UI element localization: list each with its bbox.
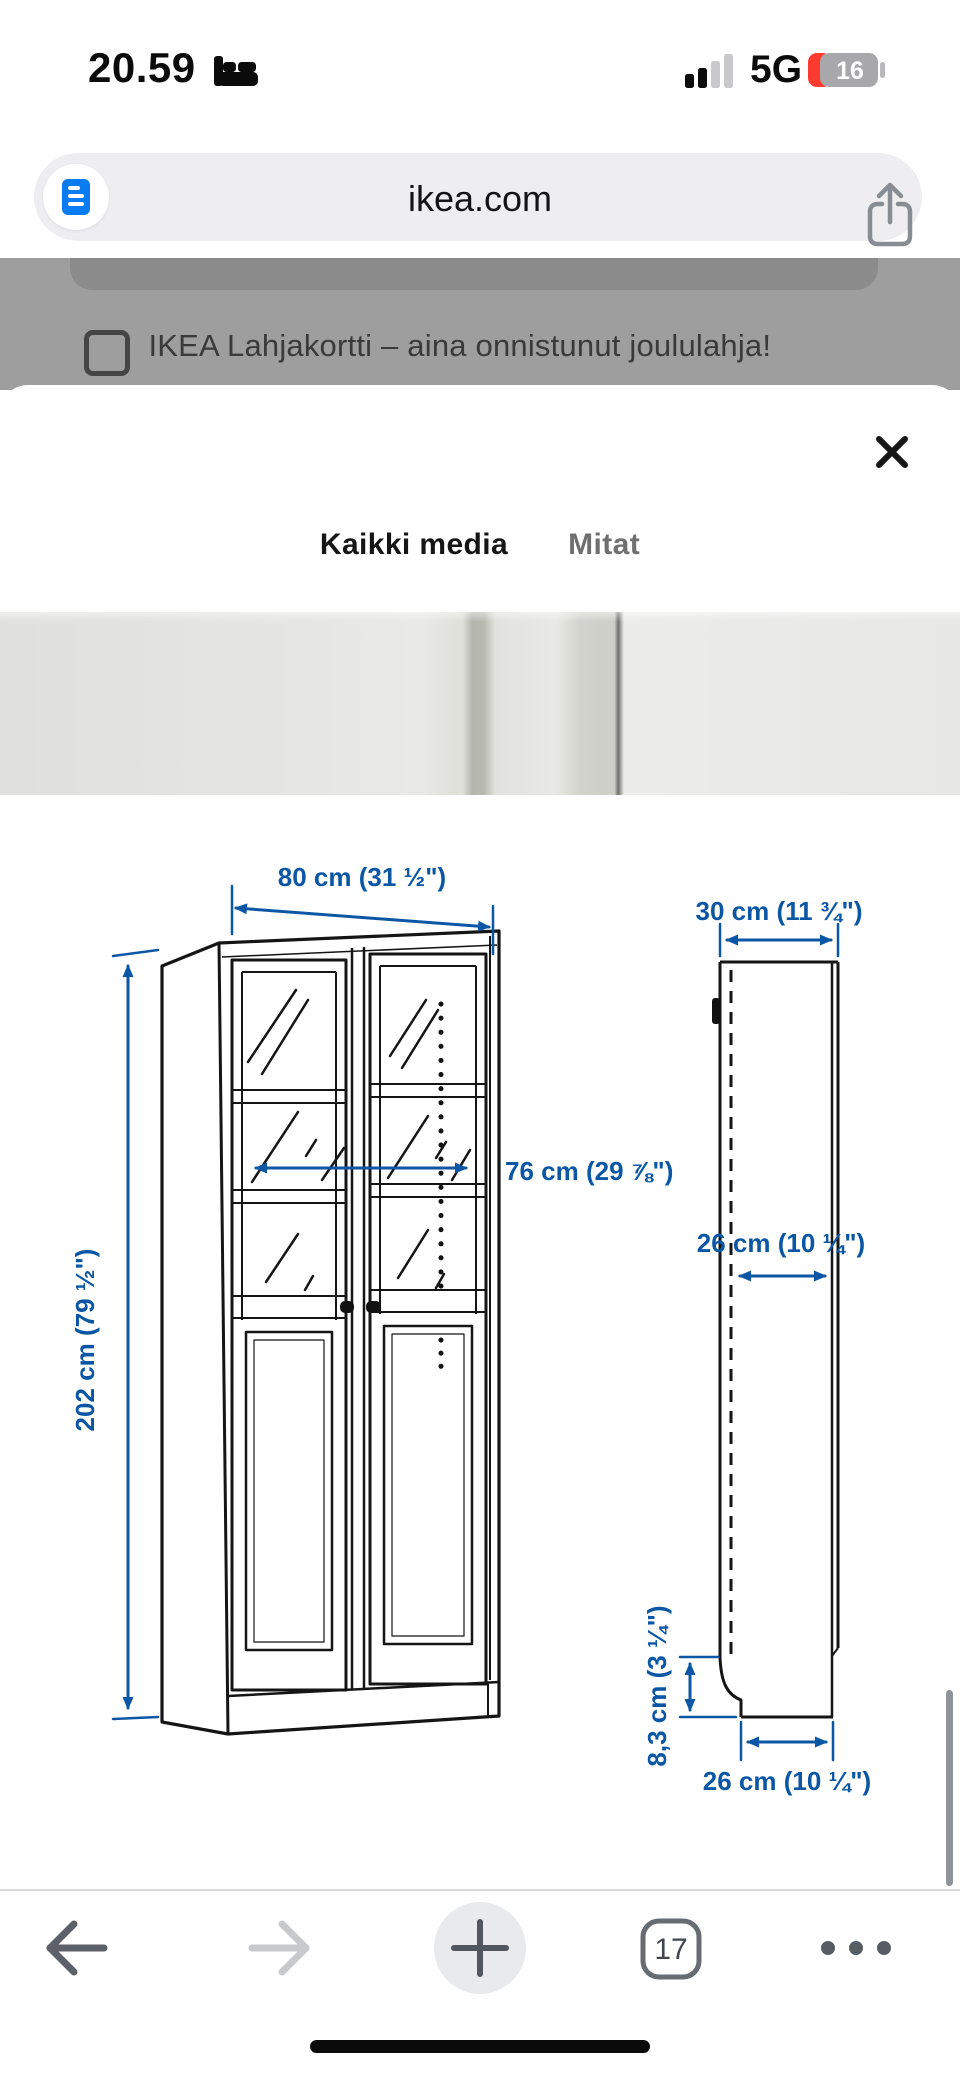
ellipsis-icon [821, 1941, 891, 1955]
battery-percent-label: 16 [836, 57, 864, 85]
banner-text: IKEA Lahjakortti – aina onnistunut joululahja! [148, 328, 772, 363]
dim-width-label: 80 cm (31 ½") [277, 862, 447, 892]
dim-depth-label: 30 cm (11 ¾") [695, 896, 863, 926]
tabs-button[interactable] [640, 1918, 702, 1980]
dimension-diagram [0, 820, 960, 1810]
dim-base-depth-label: 26 cm (10 ¼") [702, 1766, 872, 1796]
door-knob-right [366, 1301, 381, 1313]
dimmed-page-overlay [0, 258, 960, 390]
banner-box-icon [84, 330, 130, 376]
front-view-drawing [162, 931, 499, 1734]
glass-reflection-marks [248, 990, 470, 1290]
url-text[interactable]: ikea.com [407, 178, 553, 219]
share-icon[interactable] [864, 180, 916, 250]
side-view-drawing [712, 962, 838, 1717]
page-banner-row [84, 328, 960, 390]
tab-kaikki-media[interactable]: Kaikki media [319, 528, 509, 561]
status-time: 20.59 [88, 44, 196, 91]
tab-count-label: 17 [654, 1933, 688, 1966]
forward-button[interactable] [244, 1916, 314, 1980]
dim-interior-depth-label: 26 cm (10 ¼") [696, 1228, 866, 1258]
network-type-label: 5G [750, 48, 803, 91]
dimmed-page-card [70, 258, 878, 290]
product-photo-strip[interactable] [0, 612, 960, 795]
door-knob-left [340, 1301, 354, 1313]
back-button[interactable] [42, 1916, 112, 1980]
battery-indicator [806, 50, 886, 90]
more-options-button[interactable] [818, 1938, 894, 1958]
new-tab-button[interactable] [432, 1900, 528, 1996]
media-tabs [0, 528, 960, 562]
side-knob [712, 998, 720, 1024]
dim-interior-width-label: 76 cm (29 ⅞") [505, 1156, 674, 1186]
tab-mitat[interactable]: Mitat [568, 528, 641, 561]
dimension-labels [70, 862, 871, 1796]
close-icon[interactable] [872, 432, 912, 472]
cellular-signal-icon [685, 50, 741, 90]
scrollbar-thumb[interactable] [946, 1690, 953, 1886]
sleep-focus-bed-icon [214, 52, 264, 92]
home-indicator[interactable] [310, 2040, 650, 2053]
dim-height-label: 202 cm (79 ½") [70, 1248, 100, 1432]
dim-plinth-height-label: 8,3 cm (3 ¼") [642, 1605, 672, 1767]
